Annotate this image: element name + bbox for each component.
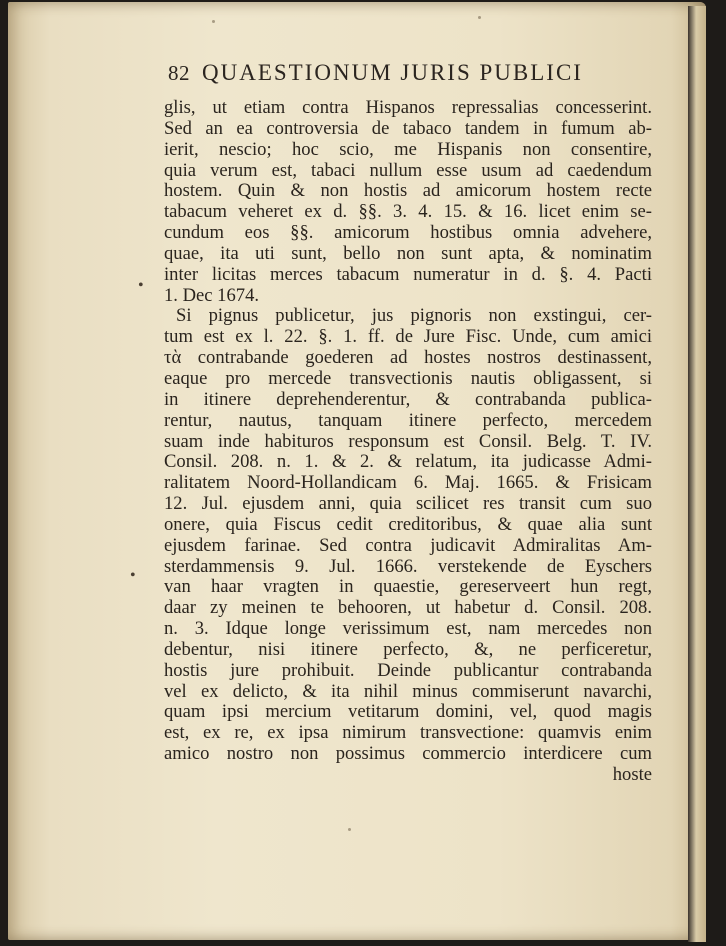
text-line: quam ipsi mercium vetitarum domini, vel, quod magis (164, 702, 652, 723)
paper-speck (478, 16, 481, 19)
text-line: rentur, nautus, tanquam itinere perfecto, mercedem (164, 410, 652, 431)
text-line: in itinere deprehenderentur, & contrabanda publica- (164, 389, 652, 410)
text-line: eaque pro mercede transvectionis nautis obligassent, si (164, 368, 652, 389)
text-line: Consil. 208. n. 1. & 2. & relatum, ita judicasse Admi- (164, 452, 652, 473)
text-line: Sed an ea controversia de tabaco tandem in fumum ab- (164, 118, 652, 139)
margin-mark: • (130, 567, 136, 584)
text-line: cundum eos §§. amicorum hostibus omnia advehere, (164, 223, 652, 244)
text-line: quia verum est, tabaci nullum esse usum ad caedendum (164, 160, 652, 181)
text-line: hostis jure prohibuit. Deinde publicantur contrabanda (164, 660, 652, 681)
text-line: 1. Dec 1674. (164, 285, 260, 306)
text-line: suam inde habituros responsum est Consil. Belg. T. IV. (164, 431, 652, 452)
text-line: sterdammensis 9. Jul. 1666. verstekende de Eyschers (164, 556, 652, 577)
body-text (164, 98, 652, 786)
text-line: onere, quia Fiscus cedit creditoribus, & quae alia sunt (164, 514, 652, 535)
text-line: glis, ut etiam contra Hispanos repressalias concesserint. (164, 98, 652, 118)
text-line: amico nostro non possimus commercio interdicere cum (164, 744, 652, 765)
page-header (168, 60, 648, 90)
text-line: vel ex delicto, & ita nihil minus commiserunt navarchi, (164, 681, 652, 702)
running-title: QUAESTIONUM JURIS PUBLICI (202, 60, 583, 85)
paper-speck (212, 20, 215, 23)
text-line: van haar vragten in quaestie, gereserveert hun regt, (164, 577, 652, 598)
page-edge (688, 6, 706, 942)
text-line: tabacum veheret ex d. §§. 3. 4. 15. & 16. licet enim se- (164, 202, 652, 223)
text-line: ralitatem Noord-Hollandicam 6. Maj. 1665. & Frisicam (164, 473, 652, 494)
text-line: inter licitas merces tabacum numeratur in d. §. 4. Pacti (164, 264, 652, 285)
text-line: tum est ex l. 22. §. 1. ff. de Jure Fisc. Unde, cum amici (164, 327, 652, 348)
text-line: Si pignus publicetur, jus pignoris non exstingui, cer- (176, 306, 652, 327)
text-line: ierit, nescio; hoc scio, me Hispanis non consentire, (164, 139, 652, 160)
text-line: daar zy meinen te behooren, ut habetur d. Consil. 208. (164, 598, 652, 619)
page-number: 82 (168, 61, 190, 85)
paper-speck (348, 828, 351, 831)
margin-mark: • (138, 277, 144, 294)
text-line: n. 3. Idque longe verissimum est, nam mercedes non (164, 619, 652, 640)
text-line: hostem. Quin & non hostis ad amicorum hostem recte (164, 181, 652, 202)
catchword: hoste (612, 765, 652, 785)
text-line: 12. Jul. ejusdem anni, quia scilicet res transit cum suo (164, 494, 652, 515)
text-line: quae, ita uti sunt, bello non sunt apta, & nominatim (164, 243, 652, 264)
text-line: est, ex re, ex ipsa nimirum transvectione: quamvis enim (164, 723, 652, 744)
text-line: τὰ contrabande goederen ad hostes nostros destinassent, (164, 348, 652, 369)
text-line: ejusdem farinae. Sed contra judicavit Admiralitas Am- (164, 535, 652, 556)
text-line: debentur, nisi itinere perfecto, &, ne perficeretur, (164, 639, 652, 660)
